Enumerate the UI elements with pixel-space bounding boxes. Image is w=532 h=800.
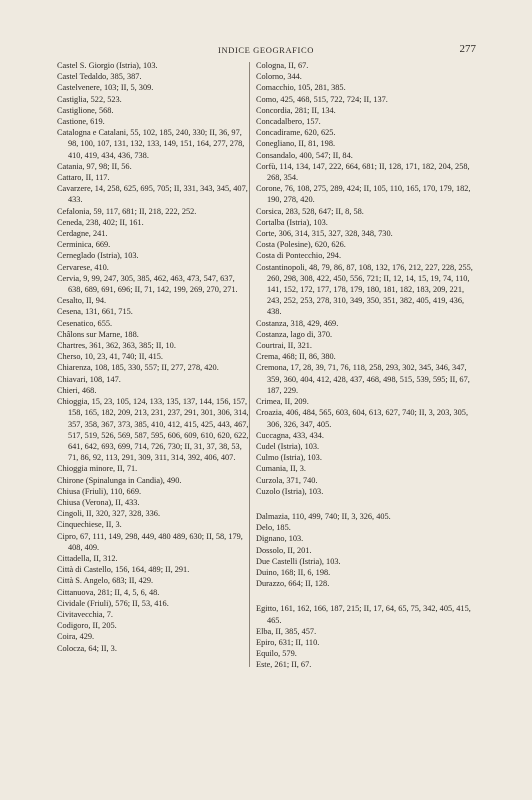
index-entry: Chioggia, 15, 23, 105, 124, 133, 135, 137, 144, 156, 157, 158, 165, 182, 209, 213, 231, 237, 291, 301, 306, 314, 357, 358, 367, 373, 385, 410, 412, 415, 425, 443, 467, 517, 519, 526, 569, 587, 595, 606, 609, 610, 620, 622, 641, 642, 693, 699, 714, 726, 730; II, 31, 37, 38, 53, 71, 86, 92, 113, 291, 309, 311, 314, 392, 406, 407. [57,397,249,463]
index-entry: Due Castelli (Istria), 103. [256,556,341,566]
index-entry: Dossolo, II, 201. [256,545,312,555]
index-entry: Castel Tedaldo, 385, 387. [57,72,142,82]
index-entry: Chiavari, 108, 147. [57,374,121,384]
index-entry: Castelvenere, 103; II, 5, 309. [57,83,154,93]
index-entry: Cerneglado (Istria), 103. [57,251,139,261]
index-entry: Como, 425, 468, 515, 722, 724; II, 137. [256,94,388,104]
index-entry: Dignano, 103. [256,534,304,544]
index-entry: Cudel (Istria), 103. [256,441,320,451]
index-column-right [256,60,476,671]
index-entry: Delo, 185. [256,523,291,533]
index-entry: Conegliano, II, 81, 198. [256,139,336,149]
index-entry: Cefalonia, 59, 117, 681; II, 218, 222, 252. [57,206,197,216]
index-entry: Cesalto, II, 94. [57,296,107,306]
index-entry: Cerdagne, 241. [57,229,108,239]
index-entry: Cesenatico, 655. [57,318,113,328]
index-entry: Cittadella, II, 312. [57,553,118,563]
index-entry: Durazzo, 664; II, 128. [256,579,330,589]
index-entry: Châlons sur Marne, 188. [57,329,139,339]
index-entry: Chiarenza, 108, 185, 330, 557; II, 277, 278, 420. [57,363,219,373]
index-entry: Egitto, 161, 162, 166, 187, 215; II, 17, 64, 65, 75, 342, 405, 415, 465. [256,604,471,625]
index-entry: Castiglione, 568. [57,105,114,115]
index-entry: Concadirame, 620, 625. [256,128,336,138]
index-entry: Cipro, 67, 111, 149, 298, 449, 480 489, 630; II, 58, 179, 408, 409. [57,531,243,552]
index-entry: Castiglia, 522, 523. [57,94,122,104]
index-entry: Chirone (Spinalunga in Candia), 490. [57,475,182,485]
index-entry: Costanza, 318, 429, 469. [256,318,339,328]
index-entry: Chiusa (Friuli), 110, 669. [57,486,142,496]
index-entry: Corone, 76, 108, 275, 289, 424; II, 105, 110, 165, 170, 179, 182, 190, 278, 420. [256,184,471,205]
index-entry: Costa (Polesine), 620, 626. [256,240,346,250]
index-entry: Concordia, 281; II, 134. [256,105,336,115]
index-entry: Chartres, 361, 362, 363, 385; II, 10. [57,341,176,351]
column-divider [249,62,250,667]
index-entry: Este, 261; II, 67. [256,660,312,670]
index-entry: Colocza, 64; II, 3. [57,643,117,653]
index-entry: Castione, 619. [57,117,105,127]
index-entry: Catalogna e Catalani, 55, 102, 185, 240, 330; II, 36, 97, 98, 100, 107, 131, 132, 133, 149, 151, 164, 277, 278, 410, 419, 434, 436, 738. [57,128,245,160]
index-entry: Città S. Angelo, 683; II, 429. [57,576,154,586]
index-entry: Città di Castello, 156, 164, 489; II, 291. [57,565,190,575]
index-entry: Chieri, 468. [57,385,97,395]
running-header [56,44,476,58]
index-entry: Corfù, 114, 134, 147, 222, 664, 681; II, 128, 171, 182, 204, 258, 268, 354. [256,161,470,183]
page-number: 277 [459,43,476,55]
index-entry: Cuzolo (Istria), 103. [256,486,324,496]
index-entry: Codigoro, II, 205. [57,621,117,631]
index-entry: Costanza, lago di, 370. [256,329,333,339]
index-entry: Chiusa (Verona), II, 433. [57,497,140,507]
index-entry: Courtrai, II, 321. [256,341,312,351]
section-gap [256,497,476,511]
index-entry: Cumania, II, 3. [256,464,307,474]
index-entry: Cavarzere, 14, 258, 625, 695, 705; II, 331, 343, 345, 407, 433. [57,184,248,205]
index-entry: Elba, II, 385, 457. [256,626,317,636]
index-entry: Corsica, 283, 528, 647; II, 8, 58. [256,206,364,216]
index-entry: Castel S. Giorgio (Istria), 103. [57,61,158,70]
index-entry: Cremona, 17, 28, 39, 71, 76, 118, 258, 293, 302, 345, 346, 347, 359, 360, 404, 412, 428, 437, 468, 498, 515, 539, 595; II, 67, 187, 229. [256,363,470,395]
index-entry: Ceneda, 238, 402; II, 161. [57,217,144,227]
index-entry: Cortalba (Istria), 103. [256,217,328,227]
index-entry: Colorno, 344. [256,72,302,82]
index-entry: Corte, 306, 314, 315, 327, 328, 348, 730. [256,229,393,239]
index-entry: Duino, 168; II, 6, 198. [256,567,331,577]
index-entry: Cesena, 131, 661, 715. [57,307,133,317]
index-entry: Comacchio, 105, 281, 385. [256,83,346,93]
index-entry: Concadalbero, 157. [256,117,321,127]
index-entry: Croazia, 406, 484, 565, 603, 604, 613, 627, 740; II, 3, 203, 305, 306, 326, 347, 405. [256,408,469,429]
index-entry: Epiro, 631; II, 110. [256,637,320,647]
index-entry: Cologna, II, 67. [256,61,309,70]
index-entry: Cervia, 9, 99, 247, 305, 385, 462, 463, 473, 547, 637, 638, 689, 691, 696; II, 71, 142, 199, 269, 270, 271. [57,273,238,295]
index-entry: Chioggia minore, II, 71. [57,464,138,474]
index-entry: Cherso, 10, 23, 41, 740; II, 415. [57,352,164,362]
index-entry: Crimea, II, 209. [256,397,309,407]
section-gap [256,589,476,603]
index-entry: Crema, 468; II, 86, 380. [256,352,336,362]
index-entry: Curzola, 371, 740. [256,475,318,485]
index-entry: Costantinopoli, 48, 79, 86, 87, 108, 132, 176, 212, 227, 228, 255, 260, 298, 308, 422, 450, 556, 721; II, 12, 14, 15, 19, 74, 110, 141, 152, 172, 177, 178, 179, 180, 181, 182, 183, 209, 221, 243, 252, 253, 278, 310, 349, 350, 351, 382, 405, 419, 436, 438. [256,262,473,317]
index-entry: Civitavecchia, 7. [57,609,113,619]
index-entry: Dalmazia, 110, 499, 740; II, 3, 326, 405. [256,511,391,521]
index-entry: Equilo, 579. [256,649,297,659]
index-entry: Cattaro, II, 117. [57,173,110,183]
index-entry: Culmo (Istria), 103. [256,453,322,463]
index-entry: Catania, 97, 98; II, 56. [57,161,132,171]
index-entry: Cittanuova, 281; II, 4, 5, 6, 48. [57,587,160,597]
index-entry: Cuccagna, 433, 434. [256,430,324,440]
index-entry: Coira, 429. [57,632,95,642]
running-title: INDICE GEOGRAFICO [218,45,314,55]
index-entry: Consandalo, 400, 547; II, 84. [256,150,353,160]
index-entry: Cividale (Friuli), 576; II, 53, 416. [57,598,169,608]
index-entry: Cerminica, 669. [57,240,111,250]
index-entry: Cingoli, II, 320, 327, 328, 336. [57,509,161,519]
index-entry: Cinquechiese, II, 3. [57,520,122,530]
index-column-left [57,60,250,654]
index-entry: Costa di Pontecchio, 294. [256,251,342,261]
index-entry: Cervarese, 410. [57,262,109,272]
